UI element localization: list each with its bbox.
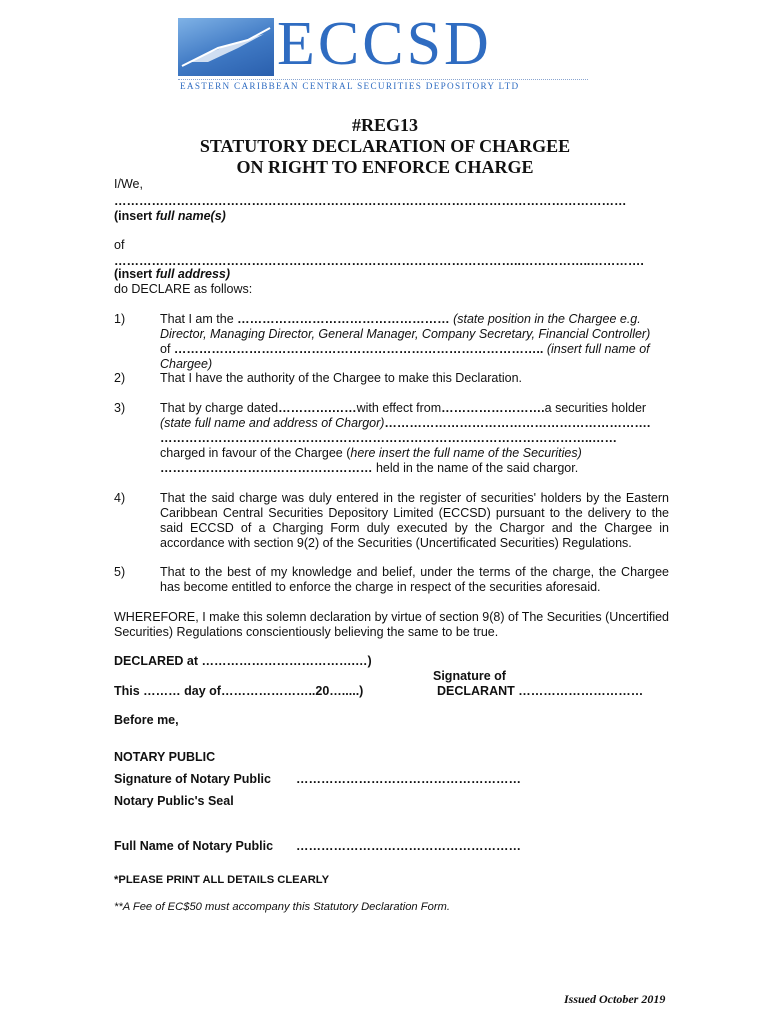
name-line: …………………………………………………………………………………………………………… (114, 194, 627, 208)
notary-fullname-line: ……………………………………………… (296, 839, 521, 853)
day-of-line: This ……… day of…………………..20….....) (114, 684, 364, 698)
item-1-line-1: That I am the …………………………………………… (state position in the Chargee e.g. (160, 312, 641, 326)
form-title-line-2: ON RIGHT TO ENFORCE CHARGE (236, 157, 534, 177)
eccsd-logo (178, 10, 590, 92)
declared-at-line: DECLARED at ……………………………….…) (114, 654, 372, 668)
item-3-line-2: (state full name and address of Chargor)………………………………………………………. (160, 416, 651, 430)
item-number: 5) (114, 565, 126, 579)
print-notice: *PLEASE PRINT ALL DETAILS CLEARLY (114, 874, 330, 886)
item-3-line-1: That by charge dated………….……with effect from…………………….a securities holder (160, 401, 647, 415)
item-3-line-3: …………………………………………………………………………………………..…… (160, 431, 617, 445)
wherefore-paragraph: WHEREFORE, I make this solemn declaration by virtue of section 9(8) of The Securities (Uncertified Securities) Regulations conscientiously believing the same to be true. (114, 610, 669, 639)
item-number: 3) (114, 401, 126, 415)
address-hint: (insert full address) (114, 267, 231, 281)
declarant-signature-line: DECLARANT ………………………… (437, 684, 644, 698)
item-3-line-4: charged in favour of the Chargee (here insert the full name of the Securities) (160, 446, 582, 460)
form-title-line-1: STATUTORY DECLARATION OF CHARGEE (199, 136, 571, 156)
logo-mark-icon (178, 18, 274, 76)
logo-divider (178, 79, 588, 80)
item-5-text: That to the best of my knowledge and belief, under the terms of the charge, the Chargee has become entitled to enforce the charge in respect of the securities aforesaid. (160, 565, 669, 594)
item-number: 4) (114, 491, 126, 505)
notary-heading: NOTARY PUBLIC (114, 750, 216, 764)
fee-notice: **A Fee of EC$50 must accompany this Statutory Declaration Form. (114, 901, 450, 913)
notary-signature-label: Signature of Notary Public (114, 772, 271, 786)
signature-of-label: Signature of (433, 669, 506, 683)
logo-subtitle: EASTERN CARIBBEAN CENTRAL SECURITIES DEPOSITORY LTD (180, 81, 520, 91)
logo-brand: ECCSD (277, 10, 492, 78)
notary-signature-line: ……………………………………………… (296, 772, 521, 786)
item-2-text: That I have the authority of the Chargee to make this Declaration. (160, 371, 523, 385)
item-1-line-3: of …………………………………………………………………………….. (insert full name of (160, 342, 650, 356)
item-number: 1) (114, 312, 126, 326)
address-line: ……………………………………………………………………………………..……………..…………. (114, 254, 644, 268)
item-1-line-4: Chargee) (160, 357, 213, 371)
notary-fullname-label: Full Name of Notary Public (114, 839, 274, 853)
declare-label: do DECLARE as follows: (114, 282, 253, 296)
iwe-label: I/We, (114, 177, 143, 191)
name-hint: (insert full name(s) (114, 209, 226, 223)
item-4-text: That the said charge was duly entered in the register of securities' holders by the Eastern Caribbean Central Securities Depository Limited (ECCSD) pursuant to the delivery to the said ECCSD of a Charging Form duly executed by the Chargor and the Chargee in accordance with section 9(2) of the Securities (Uncertificated Securities) Regulations. (160, 491, 669, 550)
item-1-line-2: Director, Managing Director, General Manager, Company Secretary, Financial Controller) (160, 327, 651, 341)
notary-seal-label: Notary Public's Seal (114, 794, 234, 808)
item-3-line-5: …………………………………………… held in the name of the said chargor. (160, 461, 579, 475)
form-code: #REG13 (351, 115, 418, 135)
of-label: of (114, 238, 125, 252)
before-me-label: Before me, (114, 713, 179, 727)
issued-date: Issued October 2019 (564, 992, 666, 1006)
item-number: 2) (114, 371, 126, 385)
